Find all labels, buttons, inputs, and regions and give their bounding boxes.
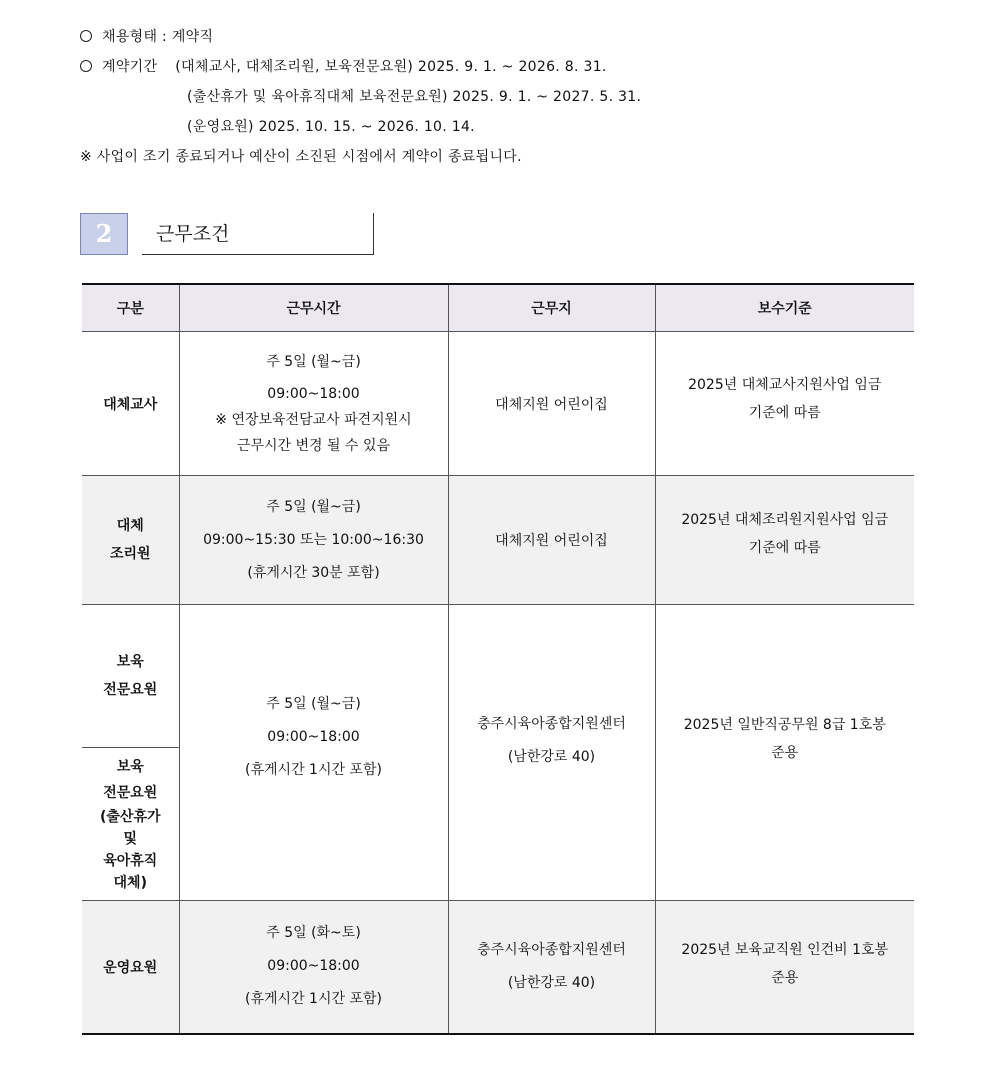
table-header-row [82,284,914,332]
row-place: 충주시육아종합지원센터 (남한강로 40) [448,605,655,901]
header-hours: 근무시간 [179,284,448,332]
row-hours: 주 5일 (화~토) 09:00~18:00 (휴게시간 1시간 포함) [179,901,448,1034]
contract-period-line: 계약기간 (대체교사, 대체조리원, 보육전문요원) 2025. 9. 1. ~ 2026. 8. 31. [80,57,607,77]
row-place: 대체지원 어린이집 [448,476,655,605]
row-pay: 2025년 대체교사지원사업 임금 기준에 따름 [655,332,914,476]
row-hours: 주 5일 (월~금) 09:00~18:00 ※ 연장보육전담교사 파견지원시 근무시간 변경 될 수 있음 [179,332,448,476]
table-row [82,605,914,748]
row-hours: 주 5일 (월~금) 09:00~18:00 (휴게시간 1시간 포함) [179,605,448,901]
row-pay: 2025년 보육교직원 인건비 1호봉 준용 [655,901,914,1034]
row-category: 대체교사 [82,332,179,476]
table-row [82,901,914,1034]
row-category: 보육 전문요원 (출산휴가 및 육아휴직 대체) [82,748,179,901]
row-category: 운영요원 [82,901,179,1034]
contract-period-line-2: (출산휴가 및 육아휴직대체 보육전문요원) 2025. 9. 1. ~ 2027. 5. 31. [187,89,642,105]
table-row [82,476,914,605]
work-conditions-table [82,283,914,1035]
row-pay: 2025년 일반직공무원 8급 1호봉 준용 [655,605,914,901]
header-pay: 보수기준 [655,284,914,332]
employment-type-line: 채용형태 : 계약직 [80,27,213,47]
termination-note: ※ 사업이 조기 종료되거나 예산이 소진된 시점에서 계약이 종료됩니다. [80,149,522,165]
row-pay: 2025년 대체조리원지원사업 임금 기준에 따름 [655,476,914,605]
header-place: 근무지 [448,284,655,332]
row-hours: 주 5일 (월~금) 09:00~15:30 또는 10:00~16:30 (휴게시간 30분 포함) [179,476,448,605]
section-title: 근무조건 [142,213,374,255]
row-category: 대체 조리원 [82,476,179,605]
header-category: 구분 [82,284,179,332]
row-place: 충주시육아종합지원센터 (남한강로 40) [448,901,655,1034]
section-number: 2 [80,213,128,255]
row-category: 보육 전문요원 [82,605,179,748]
contract-period-line-3: (운영요원) 2025. 10. 15. ~ 2026. 10. 14. [187,119,475,135]
table-row [82,332,914,476]
circle-bullet-icon [80,30,92,42]
row-place: 대체지원 어린이집 [448,332,655,476]
circle-bullet-icon [80,60,92,72]
